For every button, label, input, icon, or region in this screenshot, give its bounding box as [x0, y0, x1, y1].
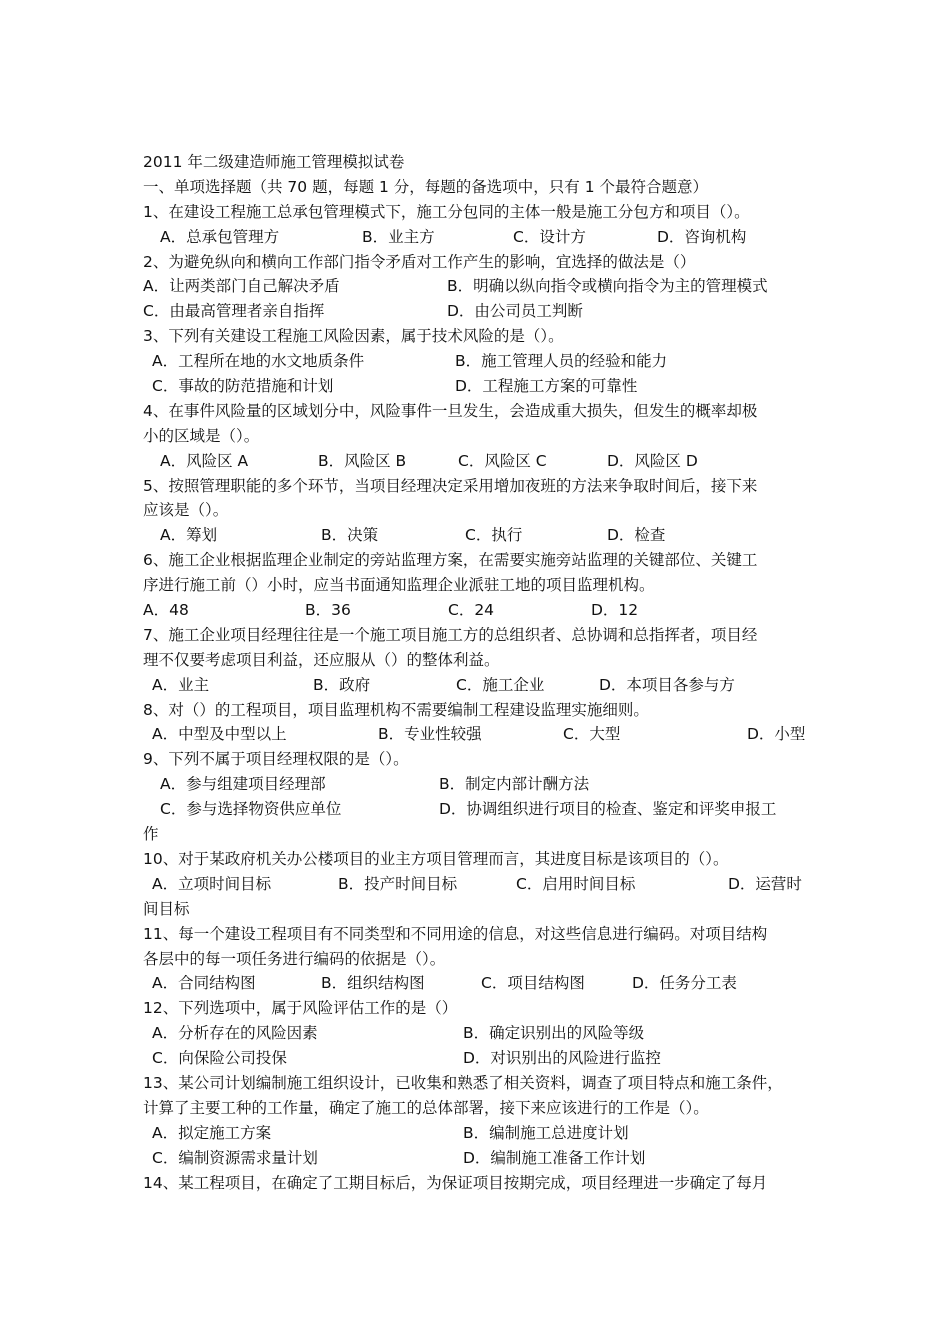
option-b: B．业主方: [362, 227, 435, 246]
option-c: C．向保险公司投保: [152, 1049, 287, 1068]
question-4-options: [143, 449, 813, 474]
option-c: C．24: [448, 601, 495, 620]
option-b: B．风险区 B: [318, 451, 407, 470]
question-11: 11、每一个建设工程项目有不同类型和不同用途的信息，对这些信息进行编码。对项目结构: [143, 924, 768, 943]
question-12-options-ab: [143, 1021, 813, 1046]
option-a: A．业主: [152, 675, 210, 694]
option-d: D．协调组织进行项目的检查、鉴定和评奖申报工: [439, 800, 777, 819]
question-4: 4、在事件风险量的区域划分中，风险事件一旦发生，会造成重大损失，但发生的概率却极: [143, 401, 758, 420]
option-c: C．大型: [563, 725, 621, 744]
option-d: D．小型: [747, 725, 806, 744]
option-b: B．投产时间目标: [338, 874, 458, 893]
question-8: 8、对（）的工程项目，项目监理机构不需要编制工程建设监理实施细则。: [143, 700, 649, 719]
question-7-cont: 理不仅要考虑项目利益，还应服从（）的整体利益。: [143, 650, 500, 669]
question-6-options: [143, 598, 813, 623]
option-a: A．中型及中型以上: [152, 725, 287, 744]
question-9-options-ab: [143, 772, 813, 797]
option-c: C．项目结构图: [481, 974, 585, 993]
option-b: B．组织结构图: [321, 974, 425, 993]
option-d: D．工程施工方案的可靠性: [455, 377, 638, 396]
option-b: B．确定识别出的风险等级: [463, 1024, 645, 1043]
question-1-options: [143, 225, 813, 250]
question-7-options: [143, 673, 813, 698]
option-b: B．编制施工总进度计划: [463, 1123, 629, 1142]
option-d: D．运营时: [728, 874, 802, 893]
exam-content: [143, 150, 813, 1195]
question-3-options-cd: [143, 374, 813, 399]
option-a: A．工程所在地的水文地质条件: [152, 352, 365, 371]
option-c: C．事故的防范措施和计划: [152, 377, 334, 396]
question-12-options-cd: [143, 1046, 813, 1071]
exam-title: 2011 年二级建造师施工管理模拟试卷: [143, 153, 405, 171]
option-b: B．专业性较强: [378, 725, 482, 744]
question-11-options: [143, 971, 813, 996]
option-c: C．启用时间目标: [516, 874, 636, 893]
question-2-options-cd: [143, 299, 813, 324]
option-d: D．本项目各参与方: [599, 675, 735, 694]
option-c: C．施工企业: [456, 675, 545, 694]
option-a: A．风险区 A: [160, 451, 249, 470]
option-a: A．48: [143, 601, 189, 620]
option-c: C．参与选择物资供应单位: [160, 800, 342, 819]
option-d: D．检查: [607, 526, 666, 545]
option-d: D．风险区 D: [607, 451, 698, 470]
question-4-cont: 小的区域是（）。: [143, 426, 260, 445]
option-d: D．12: [591, 601, 639, 620]
question-2-options-ab: [143, 274, 813, 299]
question-10-option-d-cont: 间目标: [143, 899, 190, 918]
question-7: 7、施工企业项目经理往往是一个施工项目施工方的总组织者、总协调和总指挥者，项目经: [143, 625, 758, 644]
option-c: C．编制资源需求量计划: [152, 1148, 318, 1167]
question-5-cont: 应该是（）。: [143, 501, 229, 520]
option-b: B．决策: [321, 526, 379, 545]
option-a: A．筹划: [160, 526, 218, 545]
question-3-options-ab: [143, 349, 813, 374]
option-c: C．执行: [465, 526, 523, 545]
question-10-options: [143, 872, 813, 897]
question-8-options: [143, 722, 813, 747]
option-d: D．编制施工准备工作计划: [463, 1148, 646, 1167]
option-d: D．对识别出的风险进行监控: [463, 1049, 661, 1068]
option-b: B．政府: [313, 675, 371, 694]
option-b: B．施工管理人员的经验和能力: [455, 352, 668, 371]
option-c: C．设计方: [513, 227, 586, 246]
option-b: B．明确以纵向指令或横向指令为主的管理模式: [447, 277, 768, 296]
question-10: 10、对于某政府机关办公楼项目的业主方项目管理而言，其进度目标是该项目的（）。: [143, 849, 729, 868]
question-13: 13、某公司计划编制施工组织设计，已收集和熟悉了相关资料，调查了项目特点和施工条件，: [143, 1073, 783, 1092]
option-a: A．总承包管理方: [160, 227, 280, 246]
option-d: D．由公司员工判断: [447, 302, 583, 321]
question-9: 9、下列不属于项目经理权限的是（）。: [143, 750, 409, 769]
question-13-options-cd: [143, 1146, 813, 1171]
question-2: 2、为避免纵向和横向工作部门指令矛盾对工作产生的影响，宜选择的做法是（）: [143, 252, 696, 271]
question-5-options: [143, 523, 813, 548]
section-heading: 一、单项选择题（共 70 题，每题 1 分，每题的备选项中，只有 1 个最符合题意）: [143, 177, 709, 196]
question-3: 3、下列有关建设工程施工风险因素，属于技术风险的是（）。: [143, 327, 564, 346]
question-13-options-ab: [143, 1121, 813, 1146]
option-c: C．风险区 C: [458, 451, 547, 470]
option-b: B．制定内部计酬方法: [439, 775, 590, 794]
option-a: A．分析存在的风险因素: [152, 1024, 318, 1043]
question-6: 6、施工企业根据监理企业制定的旁站监理方案，在需要实施旁站监理的关键部位、关键工: [143, 551, 758, 570]
option-d: D．任务分工表: [632, 974, 737, 993]
option-a: A．让两类部门自己解决矛盾: [143, 277, 340, 296]
question-6-cont: 序进行施工前（）小时，应当书面通知监理企业派驻工地的项目监理机构。: [143, 576, 655, 595]
option-a: A．立项时间目标: [152, 874, 272, 893]
question-9-options-cd: [143, 797, 813, 822]
option-a: A．拟定施工方案: [152, 1123, 272, 1142]
question-13-cont: 计算了主要工种的工作量，确定了施工的总体部署，接下来应该进行的工作是（）。: [143, 1098, 709, 1117]
question-14: 14、某工程项目，在确定了工期目标后，为保证项目按期完成，项目经理进一步确定了每月: [143, 1173, 768, 1192]
question-1: 1、在建设工程施工总承包管理模式下，施工分包同的主体一般是施工分包方和项目（）。: [143, 202, 750, 221]
option-c: C．由最高管理者亲自指挥: [143, 302, 325, 321]
option-d: D．咨询机构: [657, 227, 747, 246]
question-9-option-d-cont: 作: [143, 825, 159, 844]
option-b: B．36: [305, 601, 351, 620]
question-12: 12、下列选项中，属于风险评估工作的是（）: [143, 999, 458, 1018]
question-5: 5、按照管理职能的多个环节，当项目经理决定采用增加夜班的方法来争取时间后，接下来: [143, 476, 758, 495]
question-11-cont: 各层中的每一项任务进行编码的依据是（）。: [143, 949, 446, 968]
option-a: A．参与组建项目经理部: [160, 775, 326, 794]
option-a: A．合同结构图: [152, 974, 256, 993]
